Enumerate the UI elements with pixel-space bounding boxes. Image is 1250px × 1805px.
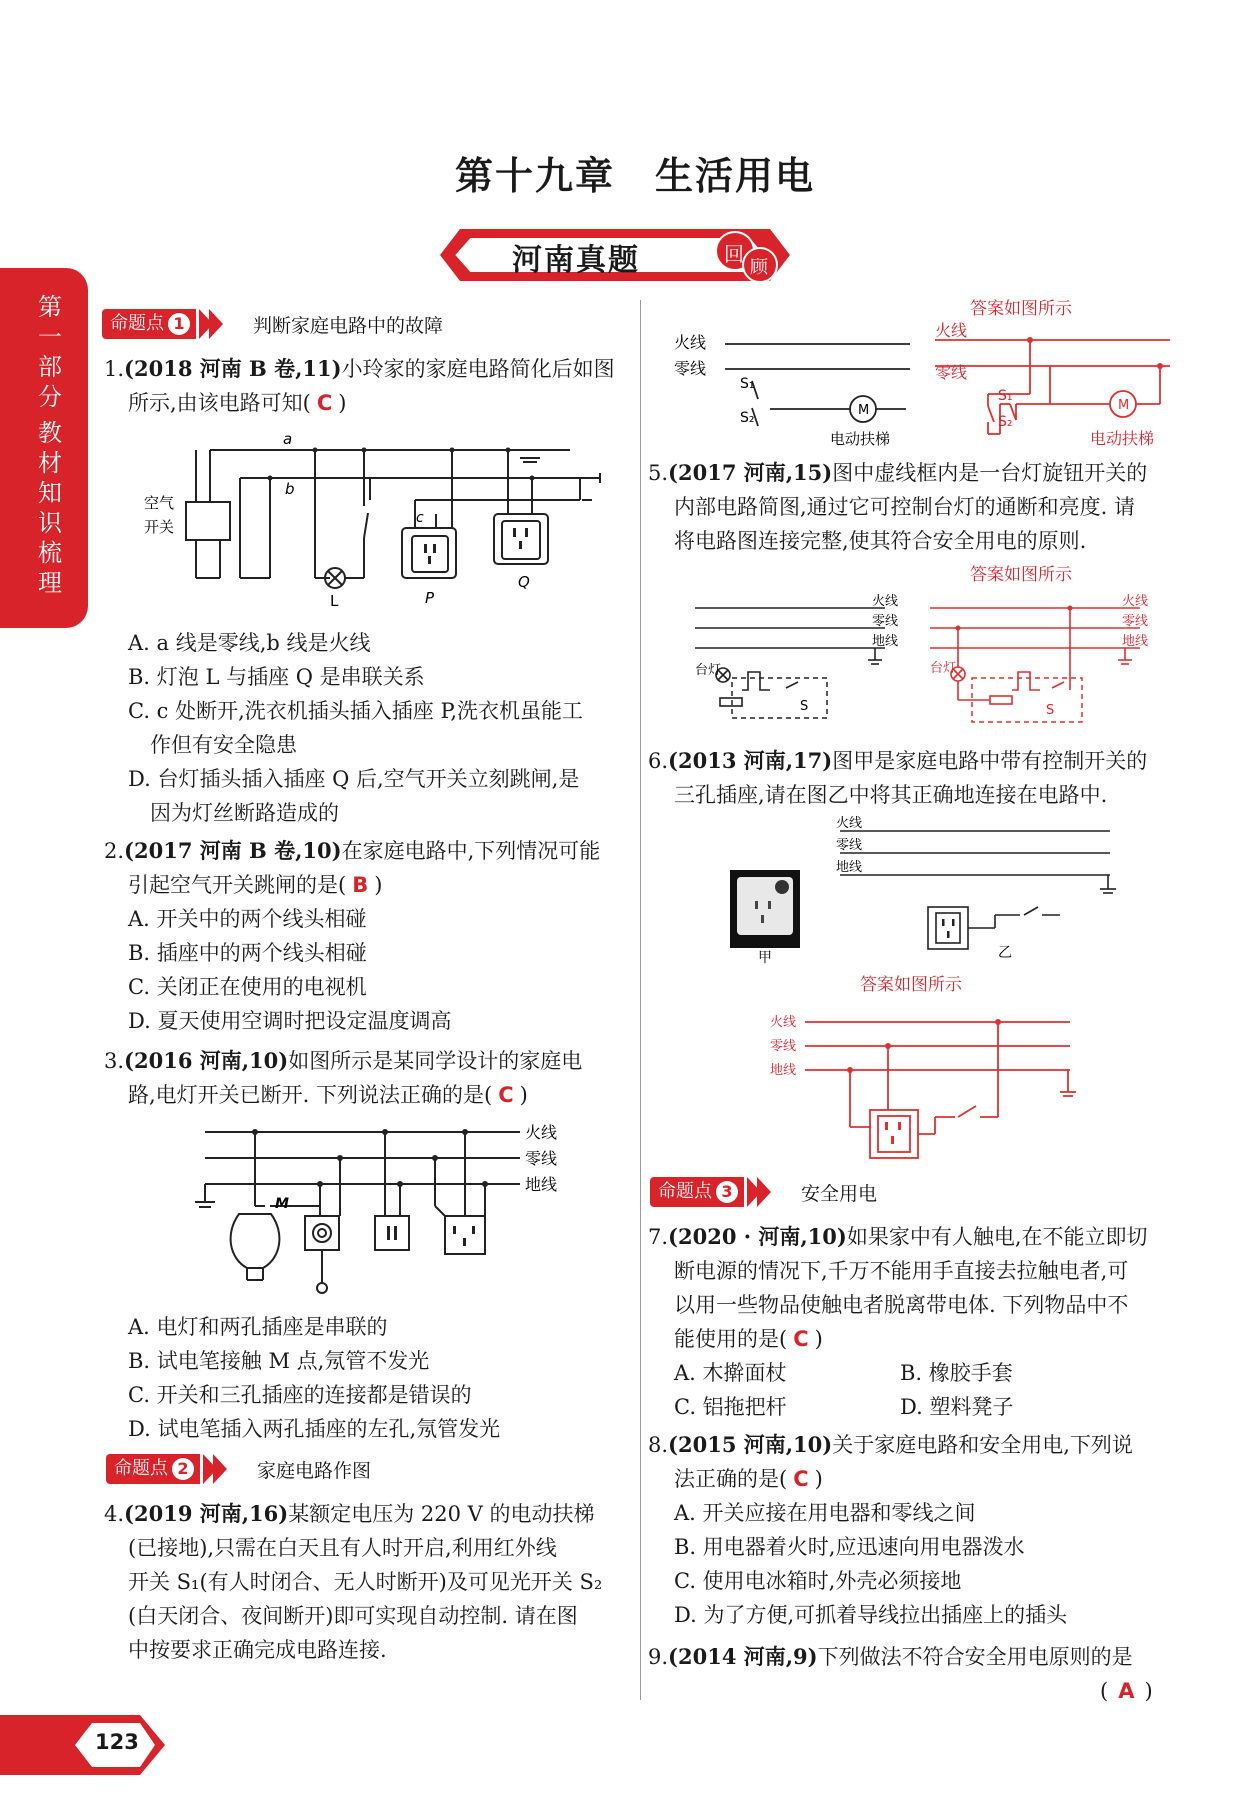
- q3-line1: 3.(2016 河南,10)如图所示是某同学设计的家庭电: [104, 1048, 583, 1073]
- arrow-icon: [213, 1454, 227, 1484]
- q1-label-a: a: [283, 430, 293, 448]
- q1-option-b: B. 灯泡 L 与插座 Q 是串联关系: [128, 665, 425, 689]
- q7-line4: 能使用的是( C ): [674, 1327, 823, 1351]
- q6-answer-neutral: 零线: [770, 1039, 797, 1054]
- q8-line1: 8.(2015 河南,10)关于家庭电路和安全用电,下列说: [648, 1432, 1133, 1457]
- q1-label-P: P: [425, 589, 435, 607]
- section-tag-3: [650, 1177, 877, 1207]
- q3-option-c: C. 开关和三孔插座的连接都是错误的: [128, 1383, 472, 1407]
- q1-option-d-cont: 因为灯丝断路造成的: [150, 801, 339, 825]
- q5-answer-s: S: [1046, 703, 1055, 718]
- q4-answer-neutral: 零线: [935, 363, 968, 382]
- q2-line1: 2.(2017 河南 B 卷,10)在家庭电路中,下列情况可能: [104, 838, 601, 863]
- page-number: 123: [95, 1730, 139, 1754]
- column-divider: [640, 300, 641, 1700]
- q4-line2: (已接地),只需在白天且有人时开启,利用红外线: [128, 1536, 557, 1560]
- q2-option-a: A. 开关中的两个线头相碰: [128, 907, 367, 931]
- section-number: 1: [168, 313, 190, 335]
- q5-answer-neutral: 零线: [1122, 614, 1149, 629]
- q4-label-s1: S₁: [740, 376, 755, 392]
- q4-line3: 开关 S₁(有人时闭合、无人时断开)及可见光开关 S₂: [128, 1570, 603, 1594]
- q4-answer-escalator: 电动扶梯: [1090, 429, 1155, 448]
- q4-line5: 中按要求正确完成电路连接.: [128, 1638, 387, 1662]
- q7-line3: 以用一些物品使触电者脱离带电体. 下列物品中不: [674, 1293, 1129, 1317]
- q1-label-c: c: [416, 510, 424, 526]
- q1-label-switch2: 开关: [144, 518, 175, 536]
- q6-answer-ground: 地线: [770, 1063, 797, 1078]
- q1-option-c-cont: 作但有安全隐患: [150, 733, 297, 757]
- q4-label-escalator: 电动扶梯: [830, 430, 891, 448]
- q6-label-jia: 甲: [758, 950, 772, 965]
- q6-label-yi: 乙: [998, 945, 1012, 961]
- q6-label-live: 火线: [836, 816, 863, 831]
- q5-label-s: S: [800, 699, 809, 714]
- q5-line3: 将电路图连接完整,使其符合安全用电的原则.: [674, 529, 1087, 553]
- q6-label-neutral: 零线: [836, 838, 863, 853]
- q1-option-d: D. 台灯插头插入插座 Q 后,空气开关立刻跳闸,是: [128, 767, 580, 791]
- q3-circuit-diagram: [195, 1118, 595, 1308]
- q5-answer-lamp: 台灯: [930, 661, 957, 676]
- section-number: 2: [172, 1458, 194, 1480]
- q5-label-lamp: 台灯: [695, 663, 722, 678]
- q1-option-c: C. c 处断开,洗衣机插头插入插座 P,洗衣机虽能工: [128, 699, 584, 723]
- q3-label-M: M: [275, 1196, 289, 1212]
- q5-line2: 内部电路简图,通过它可控制台灯的通断和亮度. 请: [674, 495, 1136, 519]
- q5-label-neutral: 零线: [872, 614, 899, 629]
- q8-option-b: B. 用电器着火时,应迅速向用电器泼水: [674, 1535, 1025, 1559]
- q5-line1: 5.(2017 河南,15)图中虚线框内是一台灯旋钮开关的: [648, 460, 1148, 485]
- section-title: 安全用电: [801, 1182, 878, 1205]
- section-tag-label: 命题点 3: [650, 1177, 744, 1207]
- banner-badge-1: 回: [724, 242, 744, 266]
- q7-line2: 断电源的情况下,千万不能用手直接去拉触电者,可: [674, 1259, 1129, 1283]
- q5-label-live: 火线: [872, 594, 899, 609]
- motor-icon: M: [1118, 398, 1130, 413]
- q3-label-ground: 地线: [525, 1175, 558, 1194]
- sidebar-tab: [0, 268, 88, 628]
- section-tag-label: 命题点 1: [102, 309, 196, 339]
- q1-line2: 所示,由该电路可知( C ): [128, 391, 347, 415]
- q7-option-c: C. 铝拖把杆: [674, 1395, 787, 1419]
- arrow-icon: [757, 1177, 771, 1207]
- q8-option-d: D. 为了方便,可抓着导线拉出插座上的插头: [674, 1603, 1068, 1627]
- q5-circuit-diagram: [690, 560, 1190, 740]
- q6-label-ground: 地线: [836, 860, 863, 875]
- banner-title: 河南真题: [512, 243, 640, 278]
- q4-answer-s1: S₁: [998, 388, 1013, 404]
- q1-line1: 1.(2018 河南 B 卷,11)小玲家的家庭电路简化后如图: [104, 356, 615, 381]
- q7-option-d: D. 塑料凳子: [900, 1395, 1014, 1419]
- q3-option-d: D. 试电笔插入两孔插座的左孔,氖管发光: [128, 1417, 501, 1441]
- q6-circuit-diagram: [720, 815, 1140, 965]
- answer-mark: B: [352, 873, 369, 897]
- q1-label-b: b: [285, 480, 295, 498]
- section-title: 家庭电路作图: [257, 1459, 372, 1482]
- q1-circuit-diagram: [140, 428, 620, 618]
- q4-circuit-diagram: [670, 296, 1190, 456]
- answer-mark: A: [1118, 1679, 1135, 1703]
- q3-option-a: A. 电灯和两孔插座是串联的: [128, 1315, 388, 1339]
- q4-answer-s2: S₂: [998, 414, 1013, 430]
- q5-answer-live: 火线: [1122, 594, 1149, 609]
- answer-mark: C: [793, 1327, 809, 1351]
- chapter-title: 第十九章 生活用电: [454, 153, 815, 198]
- q2-option-d: D. 夏天使用空调时把设定温度调高: [128, 1009, 452, 1033]
- q1-label-switch: 空气: [144, 494, 175, 512]
- sidebar-text-part: 第一部分: [38, 293, 62, 411]
- q1-label-L: L: [330, 592, 339, 610]
- q1-option-a: A. a 线是零线,b 线是火线: [128, 631, 371, 655]
- section-tag-label: 命题点 2: [106, 1454, 200, 1484]
- q8-option-c: C. 使用电冰箱时,外壳必须接地: [674, 1569, 962, 1593]
- q4-answer-note: 答案如图所示: [970, 299, 1072, 319]
- q4-line4: (白天闭合、夜间断开)即可实现自动控制. 请在图: [128, 1604, 578, 1628]
- answer-mark: C: [316, 391, 333, 415]
- q2-option-c: C. 关闭正在使用的电视机: [128, 975, 367, 999]
- q6-answer-diagram: [760, 972, 1100, 1162]
- answer-mark: C: [498, 1083, 514, 1107]
- q3-label-neutral: 零线: [525, 1149, 558, 1168]
- q6-answer-live: 火线: [770, 1015, 797, 1030]
- q6-answer-note: 答案如图所示: [860, 975, 962, 995]
- q9-answer-line: ( A ): [1100, 1679, 1153, 1703]
- banner-badge-2: 顾: [750, 257, 768, 278]
- q6-line2: 三孔插座,请在图乙中将其正确地连接在电路中.: [674, 783, 1108, 807]
- q5-answer-ground: 地线: [1122, 634, 1149, 649]
- section-banner: [440, 225, 810, 285]
- q4-answer-live: 火线: [935, 321, 968, 340]
- q8-line2: 法正确的是( C ): [674, 1467, 823, 1491]
- page-number-badge: [0, 1705, 170, 1785]
- q6-line1: 6.(2013 河南,17)图甲是家庭电路中带有控制开关的: [648, 748, 1148, 773]
- q7-line1: 7.(2020 · 河南,10)如果家中有人触电,在不能立即切: [648, 1224, 1148, 1249]
- q1-label-Q: Q: [518, 573, 530, 591]
- section-number: 3: [716, 1181, 738, 1203]
- sidebar-text-topic: 教材知识梳理: [38, 419, 62, 597]
- q4-label-live: 火线: [674, 333, 707, 352]
- q2-option-b: B. 插座中的两个线头相碰: [128, 941, 367, 965]
- q4-line1: 4.(2019 河南,16)某额定电压为 220 V 的电动扶梯: [104, 1501, 595, 1526]
- q4-label-neutral: 零线: [674, 359, 707, 378]
- q2-line2: 引起空气开关跳闸的是( B ): [128, 873, 383, 897]
- motor-icon: M: [858, 403, 870, 418]
- q3-line2: 路,电灯开关已断开. 下列说法正确的是( C ): [128, 1083, 528, 1107]
- q7-option-a: A. 木擀面杖: [674, 1361, 787, 1385]
- answer-mark: C: [793, 1467, 809, 1491]
- section-title: 判断家庭电路中的故障: [253, 314, 444, 337]
- q4-label-s2: S₂: [740, 410, 755, 426]
- q9-line1: 9.(2014 河南,9)下列做法不符合安全用电原则的是: [648, 1644, 1133, 1669]
- q8-option-a: A. 开关应接在用电器和零线之间: [674, 1501, 976, 1525]
- q3-label-live: 火线: [525, 1123, 558, 1142]
- q7-option-b: B. 橡胶手套: [900, 1361, 1013, 1385]
- arrow-icon: [209, 309, 223, 339]
- q5-answer-note: 答案如图所示: [970, 565, 1072, 585]
- q3-option-b: B. 试电笔接触 M 点,氖管不发光: [128, 1349, 430, 1373]
- section-tag-1: [102, 309, 443, 339]
- q5-label-ground: 地线: [872, 634, 899, 649]
- section-tag-2: [106, 1454, 371, 1484]
